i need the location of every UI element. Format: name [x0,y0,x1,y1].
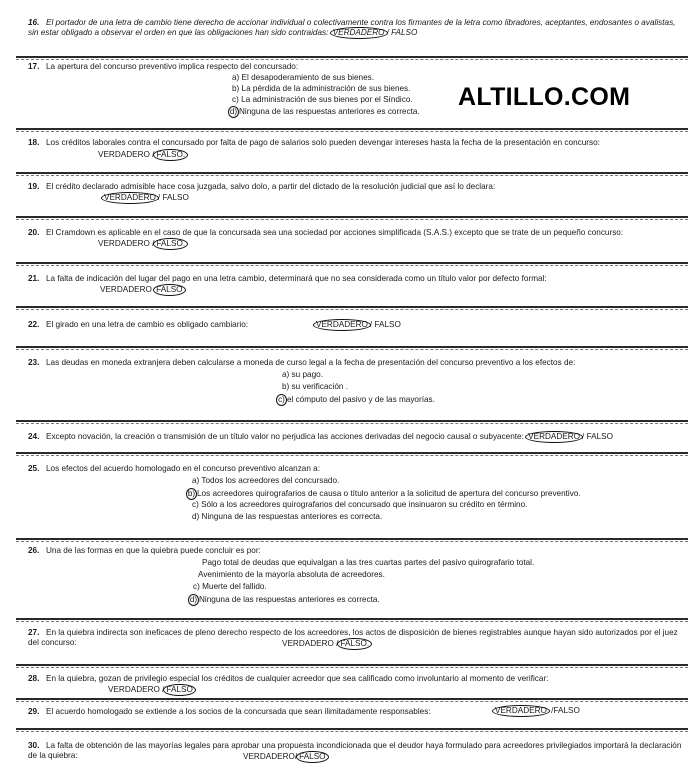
separator-line [16,128,688,130]
question-29 [28,707,431,717]
selected-answer[interactable] [525,431,583,443]
selected-answer[interactable] [153,149,188,161]
question-18 [28,138,600,148]
question-number: 21. [28,274,40,283]
separator-line [16,698,688,700]
question-24 [28,432,613,442]
answer-verdadero: VERDADERO [332,28,385,38]
answer-separator: / [551,706,554,715]
selected-answer[interactable] [153,238,188,250]
question-text: La falta de obtención de las mayorías legales para aprobar una propuesta incondicionada que el deudor haya formulado para acreedores privilegiados importará la declaración de la quiebra: [28,741,682,761]
separator-line [16,618,688,620]
option-a[interactable]: a) su pago. [282,370,323,379]
option-c[interactable] [278,394,435,406]
answer-falso: FALSO. [156,239,186,248]
selected-answer[interactable] [330,27,388,39]
option-a[interactable]: a) Todos los acreedores del concursado. [192,476,340,485]
option-d[interactable] [230,106,420,118]
option-d[interactable] [190,594,380,606]
question-text: El portador de una letra de cambio tiene derecho de accionar individual o colectivamente contra los firmantes de la letra como libradores, aceptantes, endosantes o avalistas, sin estar obligado a observar el orden en que las obligaciones han sido contraidas: [28,18,676,38]
question-16 [28,18,686,38]
option-text: Los acreedores quirografarios de causa o título anterior a la solicitud de apertura del concurso preventivo. [197,489,581,498]
selected-answer[interactable] [313,319,371,331]
option-a[interactable]: Pago total de deudas que equivalgan a las tres cuartas partes del pasivo quirografario total. [202,558,535,567]
answer-separator: / [386,28,389,38]
option-c[interactable]: c) La administración de sus bienes por el Síndico. [232,95,413,104]
question-text: Los efectos del acuerdo homologado en el concurso preventivo alcanzan a: [46,464,321,473]
question-number: 26. [28,546,40,555]
question-text: El crédito declarado admisible hace cosa juzgada, salvo dolo, a partir del dictado de la resolución judicial que así lo declara: [46,182,496,191]
question-number: 18. [28,138,40,147]
question-19 [28,182,495,192]
question-number: 25. [28,464,40,473]
answer-verdadero: VERDADERO [316,320,368,329]
option-b[interactable] [188,488,581,500]
option-b[interactable]: b) su verificación . [282,382,348,391]
selected-option-letter: c) [276,394,287,406]
question-21 [28,274,547,284]
question-number: 29. [28,707,40,716]
answer-row-29 [493,706,580,716]
selected-answer[interactable] [101,192,159,204]
answer-separator: / [157,193,161,202]
answer-separator: / [294,752,298,761]
question-number: 17. [28,62,40,71]
option-b[interactable]: b) La pérdida de la administración de sus bienes. [232,84,411,93]
option-text: el cómputo del pasivo y de las mayorías. [287,395,435,404]
separator-line [16,216,688,218]
answer-separator: / [336,639,339,648]
answer-verdadero[interactable]: VERDADERO [243,752,295,761]
question-text: La apertura del concurso preventivo implica respecto del concursado: [46,62,299,71]
selected-option-letter: d) [189,595,198,604]
question-17 [28,62,298,72]
question-20 [28,228,623,238]
answer-verdadero[interactable]: VERDADERO [98,150,150,159]
selected-answer[interactable] [153,284,185,296]
question-text: La falta de indicación del lugar del pago en una letra cambio, determinará que no sea considerada como un título valor por defecto formal: [46,274,547,283]
question-text: Los créditos laborales contra el concursado por falta de pago de salarios solo pueden devengar intereses hasta la fecha de la presentación en concurso: [46,138,600,147]
answer-row-20 [98,239,187,249]
option-a[interactable]: a) El desapoderamiento de sus bienes. [232,73,375,82]
separator-line [16,664,688,666]
answer-separator: / [162,685,165,694]
option-b[interactable]: Avenimiento de la mayoría absoluta de acreedores. [198,570,385,579]
separator-line [16,538,688,540]
answer-verdadero: VERDADERO [104,193,156,202]
question-number: 16. [28,18,40,27]
question-22 [28,320,248,330]
question-text: En la quiebra, gozan de privilegio especial los créditos de cualquier acreedor que sea calificado como involuntario al momento de verificar: [46,674,549,683]
question-23 [28,358,575,368]
answer-verdadero[interactable]: VERDADERO [100,285,152,294]
answer-row-30 [243,752,328,762]
question-text: El girado en una letra de cambio es obligado cambiario: [46,320,249,329]
answer-row-28 [108,685,195,695]
answer-falso: FALSO [391,28,418,38]
watermark-logo: ALTILLO.COM [458,83,631,111]
answer-row-18 [98,150,187,160]
separator-line [16,452,688,454]
answer-verdadero: VERDADERO [528,432,581,441]
answer-falso: FALSO [299,752,326,761]
question-text: Una de las formas en que la quiebra puede concluir es por: [46,546,261,555]
question-number: 30. [28,741,40,750]
option-text: Ninguna de las respuestas anteriores es correcta. [239,107,420,116]
option-c[interactable]: c) Sólo a los acreedores quirografarios del concursado que insinuaron su crédito en término. [192,500,528,509]
separator-line [16,56,688,58]
question-text: En la quiebra indirecta son ineficaces de pleno derecho respecto de los acreedores, los actos de disposición de bienes registrables aunque hayan sido autorizados por el juez del concurso: [28,628,678,648]
selected-option-letter: b) [187,489,196,498]
selected-answer[interactable] [163,684,195,696]
question-number: 20. [28,228,40,237]
answer-verdadero[interactable]: VERDADERO [98,239,150,248]
answer-verdadero[interactable]: VERDADERO [282,639,334,648]
answer-falso[interactable]: FALSO [586,432,614,441]
separator-line [16,728,688,730]
question-30 [28,741,686,761]
answer-row-21 [100,285,185,295]
question-number: 24. [28,432,40,441]
question-28 [28,674,548,684]
separator-line [16,420,688,422]
answer-verdadero: VERDADERO [495,706,547,715]
answer-verdadero[interactable]: VERDADERO [108,685,160,694]
answer-separator: / [582,432,585,441]
question-number: 22. [28,320,40,329]
separator-line [16,306,688,308]
answer-falso[interactable]: FALSO [162,193,189,202]
answer-separator: / [369,320,373,329]
answer-falso: FALSO. [156,150,186,159]
answer-separator: / [152,150,155,159]
question-text: Las deudas en moneda extranjera deben calcularse a moneda de curso legal a la fecha de presentación del concurso preventivo a los efectos de: [46,358,576,367]
question-25 [28,464,320,474]
answer-separator: / [152,239,155,248]
answer-falso: FALSO. [340,639,370,648]
answer-falso[interactable]: FALSO [553,706,580,715]
answer-row-22 [314,320,401,330]
question-number: 27. [28,628,40,637]
separator-line [16,262,688,264]
answer-falso: FALSO [156,285,183,294]
question-number: 19. [28,182,40,191]
question-26 [28,546,261,556]
question-number: 23. [28,358,40,367]
answer-row-19 [102,193,189,203]
selected-answer[interactable] [296,751,328,763]
selected-answer[interactable] [492,705,550,717]
option-text: Ninguna de las respuestas anteriores es correcta. [199,595,380,604]
answer-falso: FALSO [166,685,193,694]
question-number: 28. [28,674,40,683]
option-c[interactable]: c) Muerte del fallido. [193,582,267,591]
question-text: El acuerdo homologado se extiende a los socios de la concursada que sean ilimitadamente responsables: [46,707,431,716]
selected-answer[interactable] [337,638,372,650]
selected-option-letter: d) [229,107,238,116]
separator-line [16,346,688,348]
question-text: El Cramdown es aplicable en el caso de que la concursada sea una sociedad por acciones simplificada (S.A.S.) excepto que se trate de un pequeño concurso: [46,228,624,237]
answer-falso[interactable]: FALSO [374,320,401,329]
answer-row-27 [282,639,371,649]
question-text: Excepto novación, la creación o transmisión de un título valor no perjudica las acciones derivadas del negocio causal o subyacente: [46,432,524,441]
separator-line [16,172,688,174]
option-d[interactable]: d) Ninguna de las respuestas anteriores es correcta. [192,512,383,521]
